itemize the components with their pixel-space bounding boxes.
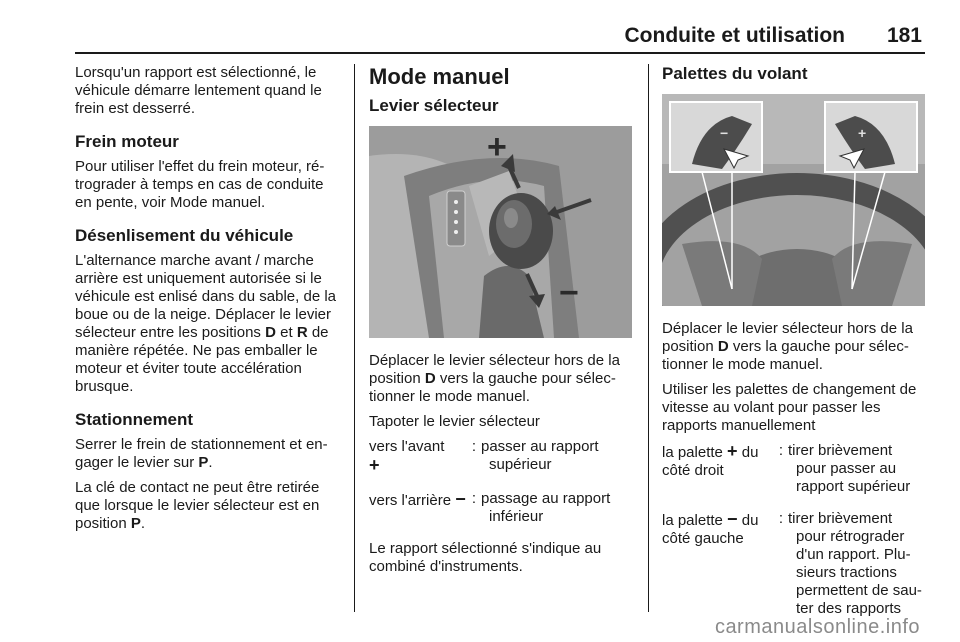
term-text: du côté droit xyxy=(662,444,759,479)
text-span: vers la gauche pour sélectionner le mode manuel. xyxy=(369,370,616,405)
text-span: Déplacer le levier sélecteur hors de la position xyxy=(662,320,913,355)
column-1 xyxy=(75,64,339,540)
definition-term xyxy=(369,490,467,526)
position-r: R xyxy=(296,324,308,341)
text-span: La clé de contact ne peut être retirée que lorsque le levier sélecteur est en position xyxy=(75,479,320,532)
stationnement-paragraph-2 xyxy=(75,479,339,533)
column-2 xyxy=(369,64,633,583)
column-divider-2 xyxy=(648,64,649,612)
stationnement-paragraph-1 xyxy=(75,436,339,472)
definition-colon: : xyxy=(471,490,477,507)
plus-symbol: + xyxy=(727,441,738,461)
heading-levier-selecteur: Levier sélecteur xyxy=(369,96,499,115)
term-text: vers l'avant xyxy=(369,438,445,455)
text-span: . xyxy=(140,515,146,532)
position-d: D xyxy=(265,324,276,341)
frein-paragraph: Pour utiliser l'effet du frein moteur, rétrograder à temps en cas de conduite en pente, voir Mode manuel. xyxy=(75,158,325,211)
heading-palettes: Palettes du volant xyxy=(662,64,808,83)
heading-stationnement: Stationnement xyxy=(75,410,194,429)
definition-row xyxy=(369,490,633,526)
position-p: P xyxy=(130,515,141,532)
text-span: de manière répétée. Ne pas emballer le moteur et éviter toute accélération brusque. xyxy=(75,324,329,395)
mode-manuel-paragraph xyxy=(369,352,633,406)
position-d: D xyxy=(424,370,436,387)
definition-colon: : xyxy=(778,442,784,459)
watermark: carmanualsonline.info xyxy=(714,616,920,638)
gear-lever-illustration xyxy=(369,126,632,338)
desenlisement-paragraph xyxy=(75,252,339,396)
text-span: Serrer le frein de stationnement et engager le levier sur xyxy=(75,436,328,471)
heading-desenlisement: Désenlisement du véhicule xyxy=(75,226,294,245)
column-divider-1 xyxy=(354,64,355,612)
palettes-paragraph-2: Utiliser les palettes de changement de vitesse au volant pour passer les rapports manuellement xyxy=(662,381,917,434)
definition-description: passage au rapport inférieur xyxy=(481,490,611,525)
text-span: . xyxy=(208,454,213,471)
intro-paragraph: Lorsqu'un rapport est sélectionné, le véhicule démarre lentement quand le frein est desserré. xyxy=(75,64,322,117)
term-text: vers l'arrière xyxy=(369,492,452,509)
column-3 xyxy=(662,64,926,632)
position-d: D xyxy=(717,338,729,355)
definition-description: tirer brièvement pour passer au rapport supérieur xyxy=(788,442,911,495)
text-span: L'alternance marche avant / marche arrière est uniquement autorisée si le véhicule est enlisé dans du sable, de la boue ou de la neige. Déplacer le levier sélecteur entre les positions xyxy=(75,252,337,341)
definition-colon: : xyxy=(471,438,477,455)
term-text: la palette xyxy=(662,444,728,461)
header-title: Conduite et utilisation xyxy=(624,24,845,47)
heading-frein-moteur: Frein moteur xyxy=(75,132,179,151)
definition-description: passer au rapport supérieur xyxy=(481,438,599,473)
paddle-plus-label: + xyxy=(858,125,867,141)
figure-plus-label: + xyxy=(487,128,507,166)
lever-definition-list xyxy=(369,438,633,526)
position-p: P xyxy=(198,454,209,471)
tapoter-paragraph: Tapoter le levier sélecteur xyxy=(369,413,540,430)
text-span: et xyxy=(275,324,297,341)
page-number: 181 xyxy=(886,24,922,47)
palettes-paragraph-1 xyxy=(662,320,926,374)
definition-description: tirer brièvement pour rétrograder d'un rapport. Plusieurs tractions permettent de sauter des rapports xyxy=(788,510,922,617)
gear-lever-svg xyxy=(369,126,632,338)
text-span: vers la gauche pour sélectionner le mode manuel. xyxy=(662,338,909,373)
definition-term xyxy=(662,510,774,618)
definition-row xyxy=(662,442,926,496)
definition-row xyxy=(662,510,926,618)
combine-paragraph: Le rapport sélectionné s'indique au combiné d'instruments. xyxy=(369,540,602,575)
paddle-minus-label: − xyxy=(720,125,729,141)
minus-symbol: − xyxy=(727,509,738,529)
definition-term xyxy=(662,442,774,496)
page-header xyxy=(75,24,925,50)
term-text: du côté gauche xyxy=(662,512,759,547)
text-span: Déplacer le levier sélecteur hors de la position xyxy=(369,352,620,387)
steering-wheel-svg xyxy=(662,94,925,306)
definition-row xyxy=(369,438,633,476)
steering-wheel-illustration xyxy=(662,94,925,306)
figure-minus-label: − xyxy=(559,274,579,312)
header-rule xyxy=(75,52,925,54)
definition-colon: : xyxy=(778,510,784,527)
minus-symbol: − xyxy=(455,489,466,509)
term-text: la palette xyxy=(662,512,728,529)
definition-term xyxy=(369,438,467,476)
heading-mode-manuel: Mode manuel xyxy=(369,64,510,89)
paddle-definition-list xyxy=(662,442,926,618)
plus-symbol: + xyxy=(369,455,380,475)
